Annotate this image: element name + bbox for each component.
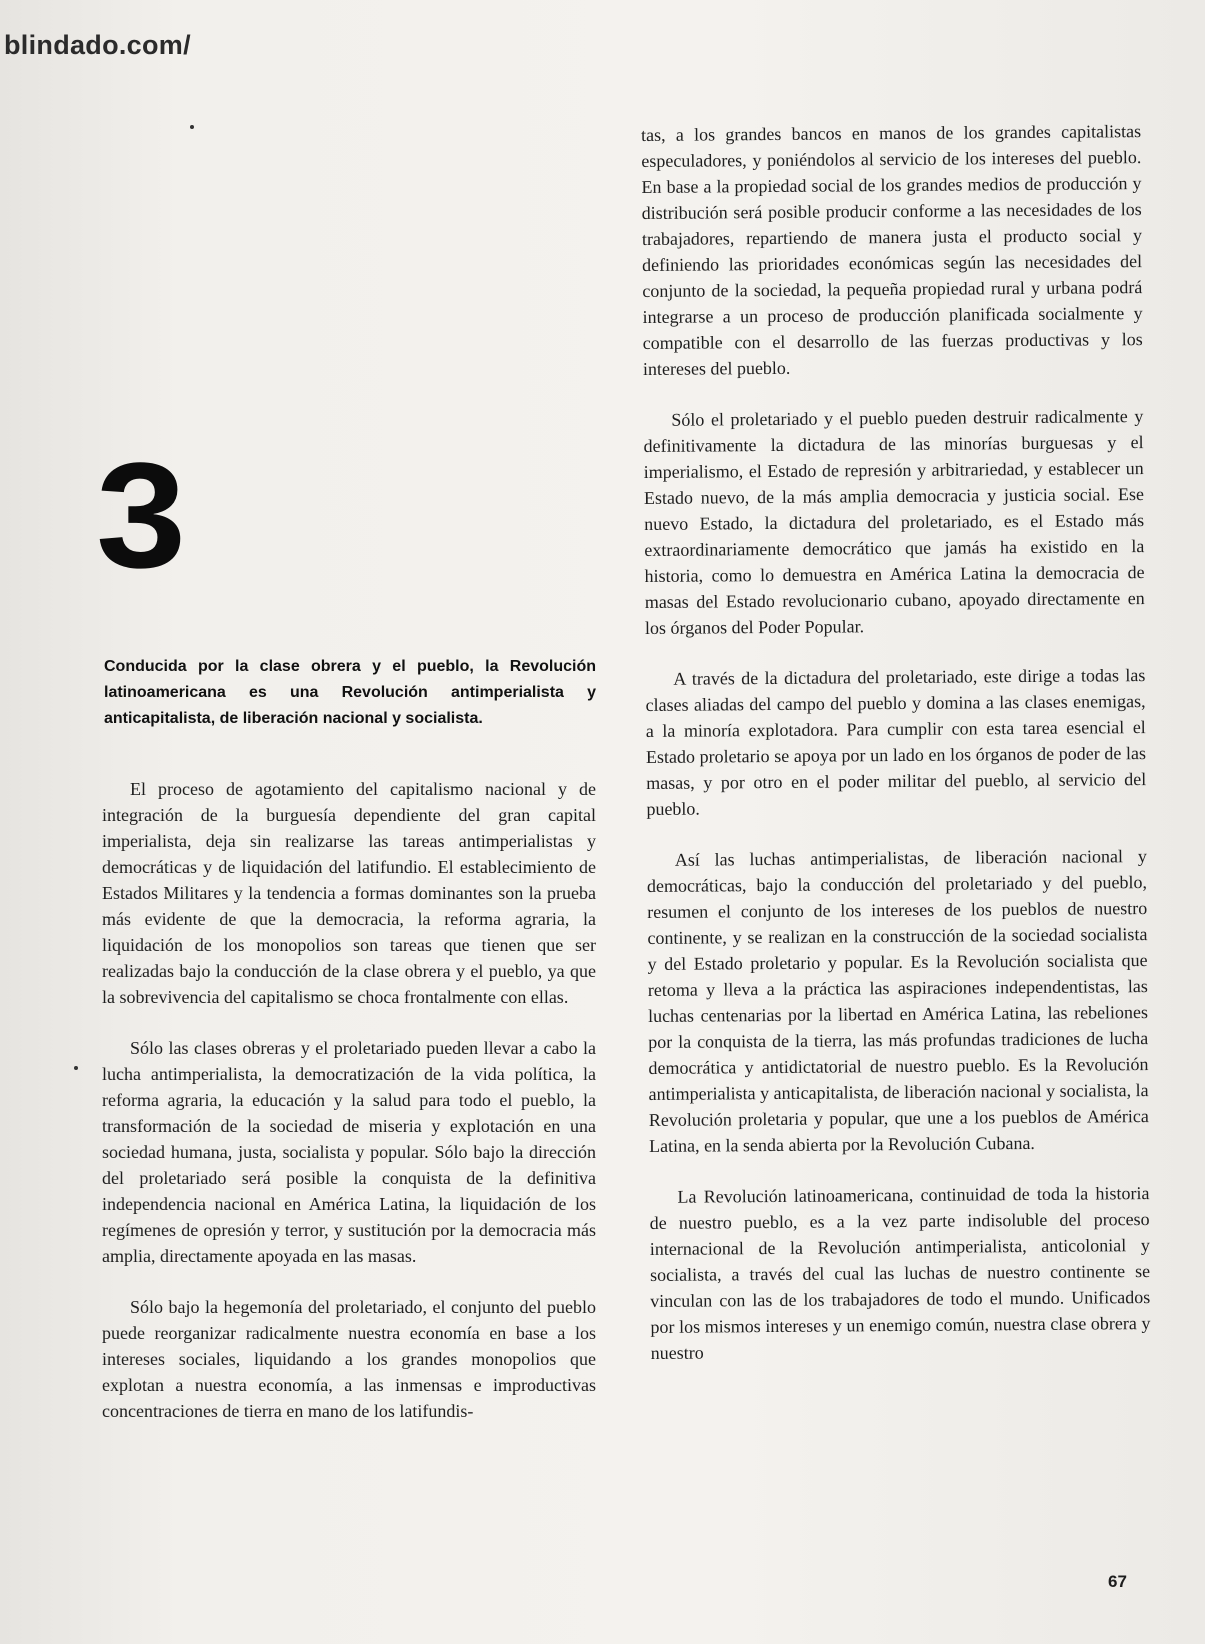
watermark-text: blindado.com/ — [4, 30, 191, 60]
page-number: 67 — [1108, 1572, 1127, 1591]
body-paragraph: Sólo las clases obreras y el proletariado pueden llevar a cabo la lucha antimperialista, la democratización de la vida política, la reforma agraria, la educación y la salud para todo el pueblo, la transformación de la sociedad de miseria y explotación en una sociedad humana, justa, socialista y popular. Sólo bajo la dirección del proletariado será posible la conquista de la definitiva independencia nacional en América Latina, la liquidación de los regímenes de opresión y terror, y sustitución por la democracia más amplia, directamente apoyada en las masas. — [102, 1038, 596, 1266]
print-speck — [74, 1066, 78, 1070]
left-text-column — [102, 776, 596, 1449]
body-paragraph: La Revolución latinoamericana, continuidad de toda la historia de nuestro pueblo, es a la vez parte indisoluble del proceso internacional de la Revolución antimperialista, anticolonial y socialista, a través del cual las luchas de nuestro continente se vinculan con las de los trabajadores de todo el mundo. Unificados por los mismos intereses y un enemigo común, nuestra clase obrera y nuestro — [649, 1183, 1151, 1363]
body-paragraph: Así las luchas antimperialistas, de liberación nacional y democráticas, bajo la conducción del proletariado y del pueblo, resumen el conjunto de los intereses de los pueblos de nuestro continente, y se realizan en la construcción de la sociedad socialista y del Estado proletario y popular. Es la Revolución socialista que retoma y lleva a la práctica las aspiraciones independentistas, las luchas centenarias por la libertad en América Latina, las rebeliones por la conquista de la tierra, las más profundas tradiciones de lucha democrática y antidictatorial de nuestro pueblo. Es la Revolución antimperialista y anticapitalista, de liberación nacional y socialista, la Revolución proletaria y popular, que une a los pueblos de América Latina, en la senda abierta por la Revolución Cubana. — [646, 846, 1149, 1156]
body-paragraph: tas, a los grandes bancos en manos de los grandes capitalistas especuladores, y poniéndolos al servicio de los intereses del pueblo. En base a la propiedad social de los grandes medios de producción y distribución será posible producir conforme a las necesidades de los trabajadores, repartiendo de manera justa el producto social y definiendo las prioridades económicas según las necesidades del conjunto de la sociedad, la pequeña propiedad rural y urbana podrá integrarse a un proceso de producción planificada socialmente y compatible con el desarrollo de las fuerzas productivas y los intereses del pueblo. — [641, 121, 1143, 379]
body-paragraph: El proceso de agotamiento del capitalismo nacional y de integración de la burguesía dependiente del gran capital imperialista, deja sin realizarse las tareas antimperialistas y democráticas y de liquidación del latifundio. El establecimiento de Estados Militares y la tendencia a formas dominantes son la prueba más evidente de que la democracia, la reforma agraria, la liquidación de los monopolios son tareas que tienen que ser realizadas bajo la conducción de la clase obrera y el pueblo, ya que la sobrevivencia del capitalismo se choca frontalmente con ellas. — [102, 779, 596, 1007]
print-speck — [190, 125, 194, 129]
lead-paragraph: Conducida por la clase obrera y el pueblo, la Revolución latinoamericana es una Revolución antimperialista y anticapitalista, de liberación nacional y socialista. — [104, 658, 596, 727]
body-paragraph: Sólo bajo la hegemonía del proletariado, el conjunto del pueblo puede reorganizar radicalmente nuestra economía en base a los intereses sociales, liquidando a los grandes monopolios que explotan a nuestra economía, a las inmensas e improductivas concentraciones de tierra en mano de los latifundis- — [102, 1297, 596, 1421]
body-paragraph: Sólo el proletariado y el pueblo pueden destruir radicalmente y definitivamente la dictadura de las minorías burguesas y el imperialismo, el Estado de represión y arbitrariedad, y establecer un Estado nuevo, de la más amplia democracia y justicia social. Ese nuevo Estado, la dictadura del proletariado, es el Estado más extraordinariamente democrático que jamás ha existido en la historia, como lo demuestra en América Latina la democracia de masas del Estado revolucionario cubano, apoyado directamente en los órganos del Poder Popular. — [643, 406, 1145, 638]
body-paragraph: A través de la dictadura del proletariado, este dirige a todas las clases aliadas del campo del pueblo y domina a las clases enemigas, a la minoría explotadora. Para cumplir con esta tarea esencial el Estado proletario se apoya por un lado en los órganos de poder de las masas, y por otro en el poder militar del pueblo, al servicio del pueblo. — [645, 665, 1147, 819]
chapter-number: 3 — [96, 431, 187, 599]
right-text-column — [641, 118, 1151, 1391]
